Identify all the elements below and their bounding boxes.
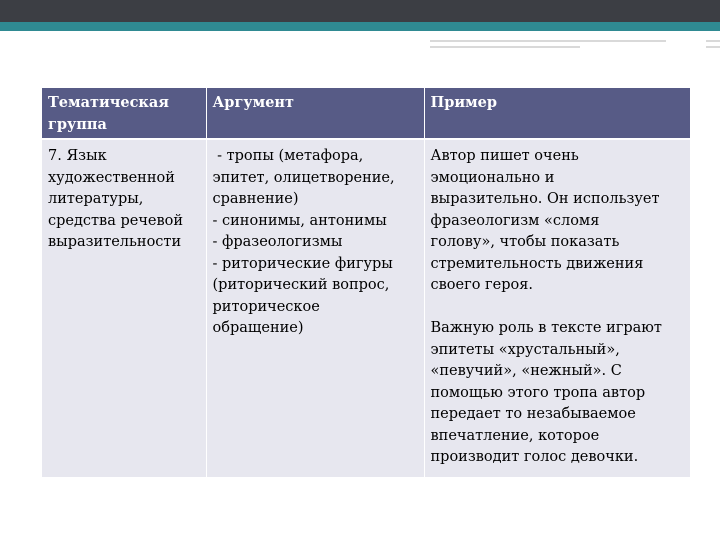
- cell-line: выразительности: [48, 234, 182, 250]
- cell-line: эмоционально и: [430, 169, 555, 186]
- cell-line: художественной: [48, 169, 175, 186]
- cell-line: Автор пишет очень: [430, 148, 579, 164]
- cell-example: [424, 139, 690, 477]
- cell-line: средства речевой: [48, 212, 184, 229]
- cell-line: обращение): [212, 320, 304, 336]
- cell-line: производит голос девочки.: [430, 449, 639, 465]
- header-argument: Аргумент: [206, 88, 424, 139]
- cell-line: «певучий», «нежный». С: [430, 363, 622, 379]
- cell-line: (риторический вопрос,: [212, 277, 390, 293]
- slide-top-bar: [0, 0, 720, 22]
- cell-line: выразительно. Он использует: [430, 191, 660, 207]
- cell-line: впечатление, которое: [430, 427, 600, 444]
- cell-line: эпитеты «хрустальный»,: [430, 341, 620, 358]
- cell-line: фразеологизм «сломя: [430, 212, 600, 229]
- header-example: Пример: [424, 88, 690, 139]
- cell-line: передает то незабываемое: [430, 406, 636, 422]
- cell-line: голову», чтобы показать: [430, 234, 620, 250]
- cell-line: - тропы (метафора,: [212, 148, 364, 164]
- cell-line: своего героя.: [430, 277, 533, 293]
- cell-line: - риторические фигуры: [212, 255, 393, 272]
- slide-accent-bar: [0, 22, 720, 31]
- cell-group: [42, 139, 206, 477]
- cell-line: 7. Язык: [48, 148, 107, 164]
- table-header-row: [42, 88, 690, 139]
- header-thematic-group: Тематическая группа: [42, 88, 206, 139]
- cell-line: - синонимы, антонимы: [212, 212, 387, 229]
- decor-line: [706, 46, 720, 48]
- decor-line: [430, 46, 580, 48]
- cell-line: литературы,: [48, 191, 144, 207]
- cell-argument: [206, 139, 424, 477]
- paragraph-gap: [431, 297, 685, 319]
- cell-line: - фразеологизмы: [212, 234, 343, 250]
- cell-line: помощью этого тропа автор: [430, 384, 646, 401]
- decor-line: [430, 40, 666, 42]
- table-row: [42, 139, 690, 477]
- cell-line: стремительность движения: [430, 255, 644, 272]
- cell-line: сравнение): [212, 191, 299, 207]
- cell-line: риторическое: [212, 298, 320, 315]
- decor-line: [706, 40, 720, 42]
- content-table: [42, 88, 690, 477]
- cell-line: Важную роль в тексте играют: [430, 320, 662, 336]
- cell-line: эпитет, олицетворение,: [212, 169, 395, 186]
